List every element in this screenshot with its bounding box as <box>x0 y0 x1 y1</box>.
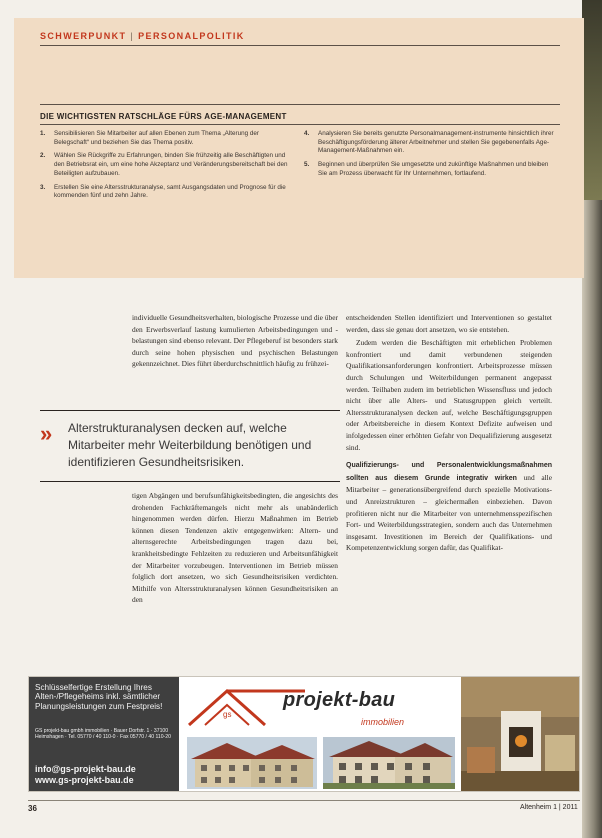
tip-item: 4. Analysieren Sie bereits genutzte Personalmanagement-instrumente hinsichtlich ihrer Beschäftigungsförderung älterer Arbeitnehmer und stellen Sie gegebenenfalls Age-Management-Maßnahmen ein. <box>304 130 554 155</box>
facing-page-edge <box>582 0 602 838</box>
tips-column-right <box>304 130 554 184</box>
box-title-underline <box>40 124 560 125</box>
header-separator: | <box>130 31 135 41</box>
pull-quote <box>40 410 340 482</box>
header-rule <box>40 45 560 46</box>
tips-column-left <box>40 130 290 206</box>
building-photo-1 <box>187 737 317 789</box>
body-paragraph: tigen Abgängen und berufsunfähigkeitsbedingten, die angesichts des drohenden Fachkräftemangels nicht mehr als unabänderlich hingenommen werden dürfen. Hierzu Maßnahmen im Betrieb können diesen Tendenzen aktiv entgegenwirken: Altern- und alternsgerechte Arbeitsbedingungen tragen dazu bei, krankheitsbedingte Fehlzeiten zu reduzieren und Arbeitsunfähigkeit der Mitarbeiter vorzubeugen. Interventionen im Betrieb müssen folglich dort ansetzen, wo sich Gesundheitsrisiken verdichten. Mithilfe von Altersstrukturanalysen können Gesundheitsrisiken an den <box>132 491 338 605</box>
tip-item: 1. Sensibilisieren Sie Mitarbeiter auf allen Ebenen zum Thema „Alterung der Belegschaft“ und beziehen Sie das Thema positiv. <box>40 130 259 146</box>
ad-web-link[interactable]: www.gs-projekt-bau.de <box>35 774 134 785</box>
topic-label: PERSONALPOLITIK <box>138 31 245 41</box>
ad-email-link[interactable]: info@gs-projekt-bau.de <box>35 764 136 774</box>
logo-text: gs <box>223 710 232 719</box>
ad-text-panel <box>29 677 179 791</box>
magazine-issue: Altenheim 1 | 2011 <box>520 804 578 811</box>
section-header <box>40 31 245 41</box>
body-paragraph: individuelle Gesundheitsverhalten, biologische Prozesse und die über den Erwerbsverlauf lastung kumulierten Arbeitsbedingungen und -belastungen sind ebenso relevant. Der Pflegeberuf ist besonders stark durch seine hohen physischen und psychischen Belastungen gekennzeichnet. Dies führt überdurchschnittlich häufig zu frühzei- <box>132 313 338 369</box>
body-paragraph: Zudem werden die Beschäftigten mit erheblichen Problemen konfrontiert und damit verbundenen steigenden Qualifikationsanforderungen konfrontiert. Arbeitsprozesse müssen durch Schulungen und Weiterbildungen permanent angepasst werden. Teilhaben zudem im betrieblichen Wissensfluss und jedoch nicht über alle Alters- und Statusgruppen gleich verteilt. Altersstrukturanalysen decken auf, welche Beschäftigungsgruppen oder Arbeitsbereiche in diesem Kontext Defizite aufweisen und infolgedessen einer erhöhten Gefahr von Dequalifizierung ausgesetzt sind. <box>346 338 552 452</box>
body-column-1-bottom <box>132 490 338 608</box>
building-photo-2 <box>323 737 455 789</box>
quote-mark-icon: » <box>40 421 53 446</box>
ad-logo-panel <box>179 677 461 791</box>
ad-contact <box>35 764 175 785</box>
body-column-2 <box>346 312 552 556</box>
section-label: SCHWERPUNKT <box>40 31 127 41</box>
advertisement[interactable] <box>28 676 580 792</box>
box-title-rule <box>40 104 560 105</box>
brand-subtitle: immobilien <box>361 717 405 727</box>
ad-address: GS projekt-bau gmbh immobilien · Bauer Dorfstr. 1 · 37100 Heimshagen · Tel. 05770 / 40 110-0 · Fax 05770 / 40 110-20 <box>35 728 171 741</box>
tip-item: 2. Wählen Sie Rückgriffe zu Erfahrungen, binden Sie frühzeitig alle Beschäftigten und den Betriebsrat ein, um eine hohe Akzeptanz und Veränderungsbereitschaft bei den Beteiligten aufzubauen. <box>40 152 288 177</box>
tip-item: 3. Erstellen Sie eine Altersstrukturanalyse, samt Ausgangsdaten und Prognose für die kommenden fünf und zehn Jahre. <box>40 183 286 200</box>
footer-rule <box>28 800 580 801</box>
subhead: Qualifizierungs- und Personalentwicklungsmaßnahmen sollten aus diesem Grunde integrativ wirken <box>346 462 552 482</box>
body-paragraph: und alle Mitarbeiter – generationsübergreifend durch spezielle Motivations- und Anreizstrukturen – gleichermaßen einbeziehen. Davon profitieren nicht nur die Mitarbeiter von unternehmensspezifischen Fort- und Weiterbildungsstrategien, sondern auch das Unternehmen insgesamt. Investitionen im Bereich der Qualifikations- und Kompetenzentwicklung sorgen dafür, das Qualifikat- <box>346 472 552 553</box>
tip-item: 5. Beginnen und überprüfen Sie umgesetzte und zukünftige Maßnahmen und bleiben Sie am Prozess überwacht für Ihr Unternehmen, fortlaufend. <box>304 161 549 177</box>
ad-headline: Schlüsselfertige Erstellung Ihres Alten-/Pflegeheims inkl. sämtlicher Planungsleistungen zum Festpreis! <box>35 683 163 711</box>
body-column-1-top <box>132 312 338 372</box>
quote-text: Alterstrukturanalysen decken auf, welche Mitarbeiter mehr Weiterbildung benötigen und identifizieren Gesundheitsrisiken. <box>68 421 312 469</box>
box-title: DIE WICHTIGSTEN RATSCHLÄGE FÜRS AGE-MANAGEMENT <box>40 112 287 121</box>
body-paragraph: entscheidenden Stellen identifiziert und Interventionen so gestaltet werden, dass sie genau dort ansetzen, wo sie entstehen. <box>346 313 552 334</box>
page-number: 36 <box>28 804 37 813</box>
brand-name: projekt-bau <box>283 689 396 711</box>
interior-photo <box>461 677 579 791</box>
